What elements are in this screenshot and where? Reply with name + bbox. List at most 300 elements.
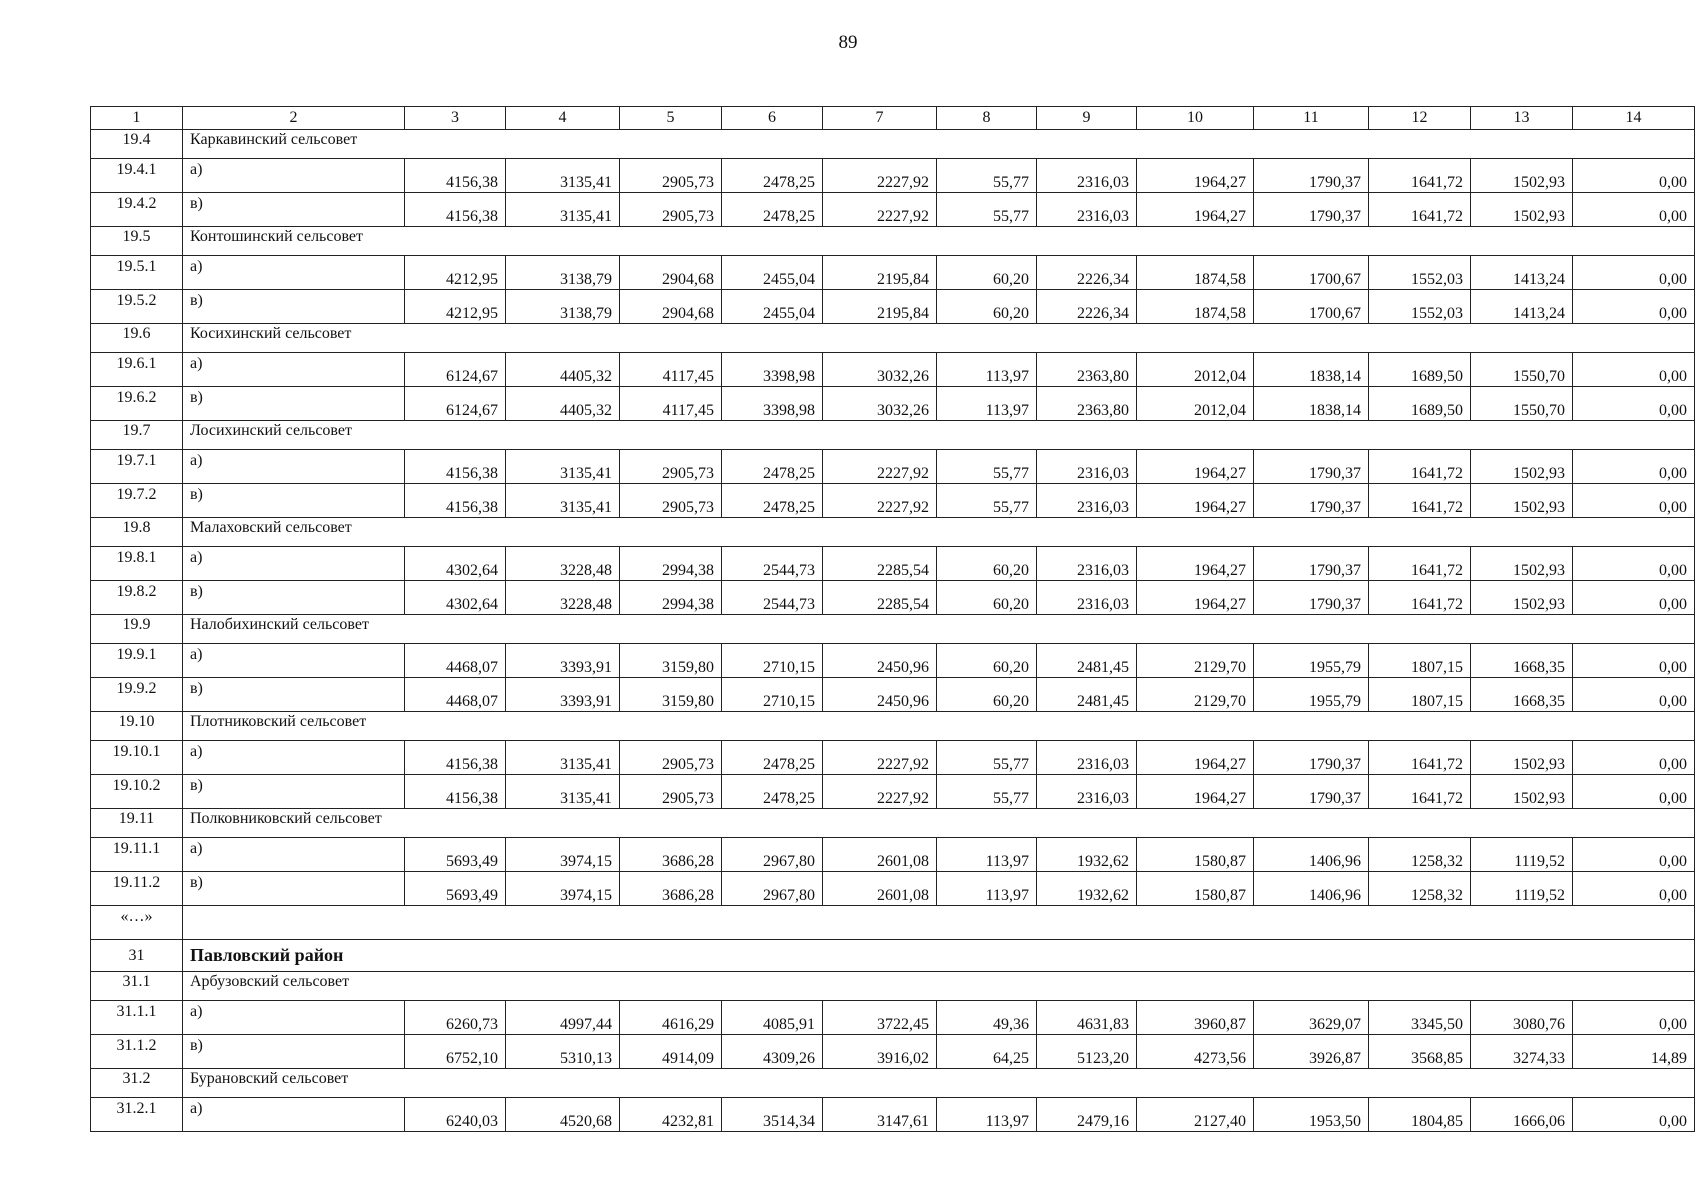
column-number: 2 [183,107,405,130]
value-cell: 2285,54 [823,547,937,581]
value-cell: 2455,04 [722,290,823,324]
value-cell: 1502,93 [1471,741,1573,775]
value-cell: 1552,03 [1369,256,1471,290]
district-title: Павловский район [183,940,1695,972]
row-code: 19.5.2 [91,290,183,324]
value-cell: 4405,32 [506,353,620,387]
district-code: 31 [91,940,183,972]
value-cell: 2478,25 [722,159,823,193]
value-cell: 1413,24 [1471,256,1573,290]
value-cell: 1502,93 [1471,484,1573,518]
value-cell: 3514,34 [722,1098,823,1132]
row-code: 19.8.1 [91,547,183,581]
value-cell: 0,00 [1573,290,1695,324]
group-code: 31.1 [91,972,183,1001]
row-code: 19.7.2 [91,484,183,518]
value-cell: 3398,98 [722,353,823,387]
value-cell: 0,00 [1573,678,1695,712]
value-cell: 2967,80 [722,872,823,906]
value-cell: 0,00 [1573,775,1695,809]
table-row [91,1035,1695,1069]
group-row [91,227,1695,256]
value-cell: 1552,03 [1369,290,1471,324]
value-cell: 4616,29 [620,1001,722,1035]
row-code: 19.10.1 [91,741,183,775]
group-code: 19.10 [91,712,183,741]
value-cell: 2127,40 [1137,1098,1254,1132]
group-row [91,615,1695,644]
group-row [91,421,1695,450]
district-row [91,940,1695,972]
value-cell: 2316,03 [1037,159,1137,193]
value-cell: 0,00 [1573,581,1695,615]
value-cell: 2012,04 [1137,353,1254,387]
value-cell: 3228,48 [506,581,620,615]
value-cell: 1502,93 [1471,775,1573,809]
group-title: Плотниковский сельсовет [183,712,1695,741]
value-cell: 0,00 [1573,353,1695,387]
value-cell: 1790,37 [1254,484,1369,518]
value-cell: 1700,67 [1254,256,1369,290]
row-label: в) [183,290,405,324]
group-row [91,1069,1695,1098]
value-cell: 1807,15 [1369,678,1471,712]
value-cell: 2227,92 [823,741,937,775]
value-cell: 4520,68 [506,1098,620,1132]
row-label: а) [183,741,405,775]
value-cell: 0,00 [1573,741,1695,775]
group-title: Каркавинский сельсовет [183,130,1695,159]
value-cell: 2316,03 [1037,450,1137,484]
value-cell: 60,20 [937,547,1037,581]
value-cell: 3916,02 [823,1035,937,1069]
table-row [91,741,1695,775]
value-cell: 2450,96 [823,678,937,712]
value-cell: 2479,16 [1037,1098,1137,1132]
value-cell: 2316,03 [1037,775,1137,809]
tariff-table [90,106,1695,1132]
group-title: Налобихинский сельсовет [183,615,1695,644]
group-row [91,130,1695,159]
value-cell: 1119,52 [1471,838,1573,872]
column-number: 7 [823,107,937,130]
value-cell: 3138,79 [506,256,620,290]
value-cell: 3974,15 [506,838,620,872]
value-cell: 4156,38 [405,775,506,809]
value-cell: 3138,79 [506,290,620,324]
value-cell: 2129,70 [1137,644,1254,678]
column-number: 1 [91,107,183,130]
table-row [91,484,1695,518]
row-code: 19.6.1 [91,353,183,387]
group-code: 19.4 [91,130,183,159]
value-cell: 1406,96 [1254,838,1369,872]
value-cell: 2226,34 [1037,290,1137,324]
value-cell: 2481,45 [1037,644,1137,678]
value-cell: 4156,38 [405,193,506,227]
value-cell: 2227,92 [823,193,937,227]
value-cell: 1641,72 [1369,775,1471,809]
group-code: 31.2 [91,1069,183,1098]
value-cell: 1964,27 [1137,159,1254,193]
value-cell: 2363,80 [1037,353,1137,387]
row-label: в) [183,678,405,712]
table-row [91,1001,1695,1035]
value-cell: 4997,44 [506,1001,620,1035]
column-number: 9 [1037,107,1137,130]
value-cell: 0,00 [1573,872,1695,906]
value-cell: 1641,72 [1369,193,1471,227]
value-cell: 3568,85 [1369,1035,1471,1069]
value-cell: 1964,27 [1137,450,1254,484]
value-cell: 113,97 [937,872,1037,906]
table-row [91,775,1695,809]
row-code: 19.7.1 [91,450,183,484]
value-cell: 1641,72 [1369,741,1471,775]
value-cell: 3147,61 [823,1098,937,1132]
value-cell: 3159,80 [620,644,722,678]
value-cell: 55,77 [937,775,1037,809]
value-cell: 2601,08 [823,872,937,906]
value-cell: 113,97 [937,353,1037,387]
value-cell: 2478,25 [722,193,823,227]
value-cell: 0,00 [1573,450,1695,484]
value-cell: 2994,38 [620,581,722,615]
value-cell: 3135,41 [506,775,620,809]
group-row [91,324,1695,353]
row-code: 19.11.1 [91,838,183,872]
value-cell: 3686,28 [620,838,722,872]
table-row [91,678,1695,712]
omission-row [91,906,1695,940]
row-code: 19.11.2 [91,872,183,906]
value-cell: 1790,37 [1254,450,1369,484]
empty-cell [183,906,1695,940]
row-label: а) [183,353,405,387]
value-cell: 6752,10 [405,1035,506,1069]
table-row [91,290,1695,324]
value-cell: 3080,76 [1471,1001,1573,1035]
value-cell: 1790,37 [1254,741,1369,775]
value-cell: 1838,14 [1254,353,1369,387]
value-cell: 6260,73 [405,1001,506,1035]
row-label: в) [183,387,405,421]
value-cell: 1502,93 [1471,581,1573,615]
value-cell: 0,00 [1573,159,1695,193]
value-cell: 4302,64 [405,547,506,581]
value-cell: 2227,92 [823,450,937,484]
group-title: Контошинский сельсовет [183,227,1695,256]
row-label: в) [183,775,405,809]
row-label: в) [183,1035,405,1069]
value-cell: 0,00 [1573,1001,1695,1035]
value-cell: 3960,87 [1137,1001,1254,1035]
value-cell: 1964,27 [1137,193,1254,227]
column-number: 10 [1137,107,1254,130]
value-cell: 60,20 [937,644,1037,678]
value-cell: 4302,64 [405,581,506,615]
value-cell: 4156,38 [405,159,506,193]
row-label: а) [183,838,405,872]
row-label: а) [183,1001,405,1035]
value-cell: 0,00 [1573,838,1695,872]
group-title: Полковниковский сельсовет [183,809,1695,838]
value-cell: 1689,50 [1369,387,1471,421]
value-cell: 2226,34 [1037,256,1137,290]
row-code: 19.4.2 [91,193,183,227]
value-cell: 2455,04 [722,256,823,290]
value-cell: 2710,15 [722,644,823,678]
column-number: 5 [620,107,722,130]
row-code: 19.6.2 [91,387,183,421]
value-cell: 64,25 [937,1035,1037,1069]
value-cell: 3974,15 [506,872,620,906]
value-cell: 2316,03 [1037,193,1137,227]
value-cell: 4117,45 [620,387,722,421]
value-cell: 1807,15 [1369,644,1471,678]
group-code: 19.5 [91,227,183,256]
value-cell: 1932,62 [1037,838,1137,872]
value-cell: 4085,91 [722,1001,823,1035]
value-cell: 2478,25 [722,775,823,809]
value-cell: 5310,13 [506,1035,620,1069]
value-cell: 3159,80 [620,678,722,712]
row-code: 31.1.2 [91,1035,183,1069]
value-cell: 60,20 [937,581,1037,615]
value-cell: 4309,26 [722,1035,823,1069]
value-cell: 2967,80 [722,838,823,872]
value-cell: 1641,72 [1369,450,1471,484]
row-code: 19.8.2 [91,581,183,615]
value-cell: 1790,37 [1254,547,1369,581]
table-row [91,193,1695,227]
value-cell: 1668,35 [1471,644,1573,678]
group-code: 19.6 [91,324,183,353]
value-cell: 113,97 [937,838,1037,872]
value-cell: 2363,80 [1037,387,1137,421]
row-label: в) [183,484,405,518]
value-cell: 2905,73 [620,193,722,227]
value-cell: 4156,38 [405,741,506,775]
value-cell: 2544,73 [722,547,823,581]
value-cell: 2195,84 [823,256,937,290]
value-cell: 3135,41 [506,741,620,775]
row-code: 31.1.1 [91,1001,183,1035]
value-cell: 55,77 [937,450,1037,484]
group-code: 19.11 [91,809,183,838]
table-row [91,838,1695,872]
value-cell: 3629,07 [1254,1001,1369,1035]
row-code: 19.10.2 [91,775,183,809]
value-cell: 3274,33 [1471,1035,1573,1069]
value-cell: 6240,03 [405,1098,506,1132]
value-cell: 2481,45 [1037,678,1137,712]
value-cell: 2316,03 [1037,741,1137,775]
value-cell: 3722,45 [823,1001,937,1035]
value-cell: 1580,87 [1137,872,1254,906]
value-cell: 1550,70 [1471,353,1573,387]
group-title: Бурановский сельсовет [183,1069,1695,1098]
group-row [91,518,1695,547]
table-row [91,387,1695,421]
value-cell: 0,00 [1573,1098,1695,1132]
value-cell: 4468,07 [405,678,506,712]
value-cell: 0,00 [1573,484,1695,518]
value-cell: 2316,03 [1037,581,1137,615]
value-cell: 113,97 [937,1098,1037,1132]
group-title: Малаховский сельсовет [183,518,1695,547]
value-cell: 60,20 [937,290,1037,324]
value-cell: 4212,95 [405,256,506,290]
value-cell: 1550,70 [1471,387,1573,421]
value-cell: 4468,07 [405,644,506,678]
value-cell: 3032,26 [823,353,937,387]
value-cell: 0,00 [1573,547,1695,581]
value-cell: 5693,49 [405,838,506,872]
table-row [91,581,1695,615]
value-cell: 3345,50 [1369,1001,1471,1035]
value-cell: 1502,93 [1471,450,1573,484]
group-code: 19.9 [91,615,183,644]
group-row [91,712,1695,741]
value-cell: 1790,37 [1254,775,1369,809]
omission-marker: «…» [91,906,183,940]
value-cell: 4212,95 [405,290,506,324]
value-cell: 4273,56 [1137,1035,1254,1069]
value-cell: 2195,84 [823,290,937,324]
value-cell: 2316,03 [1037,484,1137,518]
value-cell: 2227,92 [823,775,937,809]
table-row [91,353,1695,387]
value-cell: 2905,73 [620,484,722,518]
value-cell: 2316,03 [1037,547,1137,581]
table-row [91,159,1695,193]
table-row [91,547,1695,581]
value-cell: 1406,96 [1254,872,1369,906]
value-cell: 3135,41 [506,450,620,484]
value-cell: 1258,32 [1369,838,1471,872]
column-number-row [91,107,1695,130]
column-number: 6 [722,107,823,130]
value-cell: 1964,27 [1137,547,1254,581]
value-cell: 2905,73 [620,450,722,484]
value-cell: 2905,73 [620,775,722,809]
value-cell: 1964,27 [1137,484,1254,518]
column-number: 13 [1471,107,1573,130]
value-cell: 1790,37 [1254,193,1369,227]
value-cell: 0,00 [1573,644,1695,678]
value-cell: 2601,08 [823,838,937,872]
value-cell: 2478,25 [722,450,823,484]
row-label: а) [183,159,405,193]
value-cell: 1689,50 [1369,353,1471,387]
row-code: 19.4.1 [91,159,183,193]
value-cell: 1964,27 [1137,775,1254,809]
value-cell: 3135,41 [506,484,620,518]
value-cell: 3393,91 [506,678,620,712]
value-cell: 1502,93 [1471,159,1573,193]
value-cell: 0,00 [1573,387,1695,421]
value-cell: 1874,58 [1137,256,1254,290]
row-label: а) [183,547,405,581]
row-code: 19.9.1 [91,644,183,678]
value-cell: 3926,87 [1254,1035,1369,1069]
value-cell: 2904,68 [620,290,722,324]
column-number: 14 [1573,107,1695,130]
column-number: 8 [937,107,1037,130]
value-cell: 1953,50 [1254,1098,1369,1132]
value-cell: 5693,49 [405,872,506,906]
table-row [91,644,1695,678]
column-number: 11 [1254,107,1369,130]
value-cell: 2905,73 [620,741,722,775]
value-cell: 4405,32 [506,387,620,421]
value-cell: 2478,25 [722,484,823,518]
row-code: 19.9.2 [91,678,183,712]
value-cell: 49,36 [937,1001,1037,1035]
value-cell: 3398,98 [722,387,823,421]
row-label: а) [183,450,405,484]
value-cell: 1641,72 [1369,581,1471,615]
value-cell: 3032,26 [823,387,937,421]
page-number: 89 [838,32,858,53]
table-row [91,256,1695,290]
table-body [91,130,1695,1132]
row-label: в) [183,872,405,906]
row-code: 31.2.1 [91,1098,183,1132]
value-cell: 3135,41 [506,159,620,193]
value-cell: 1874,58 [1137,290,1254,324]
value-cell: 4631,83 [1037,1001,1137,1035]
value-cell: 1641,72 [1369,159,1471,193]
value-cell: 2450,96 [823,644,937,678]
value-cell: 2285,54 [823,581,937,615]
value-cell: 1258,32 [1369,872,1471,906]
row-label: а) [183,1098,405,1132]
value-cell: 4117,45 [620,353,722,387]
row-label: в) [183,193,405,227]
value-cell: 1804,85 [1369,1098,1471,1132]
column-number: 3 [405,107,506,130]
value-cell: 1641,72 [1369,547,1471,581]
value-cell: 3228,48 [506,547,620,581]
value-cell: 1668,35 [1471,678,1573,712]
value-cell: 1955,79 [1254,644,1369,678]
value-cell: 5123,20 [1037,1035,1137,1069]
table-row [91,1098,1695,1132]
value-cell: 2904,68 [620,256,722,290]
value-cell: 55,77 [937,484,1037,518]
value-cell: 6124,67 [405,353,506,387]
value-cell: 4156,38 [405,450,506,484]
value-cell: 2012,04 [1137,387,1254,421]
value-cell: 6124,67 [405,387,506,421]
table-row [91,450,1695,484]
group-title: Лосихинский сельсовет [183,421,1695,450]
value-cell: 1955,79 [1254,678,1369,712]
group-code: 19.8 [91,518,183,547]
value-cell: 55,77 [937,193,1037,227]
value-cell: 1790,37 [1254,581,1369,615]
group-title: Косихинский сельсовет [183,324,1695,353]
value-cell: 60,20 [937,678,1037,712]
value-cell: 2710,15 [722,678,823,712]
value-cell: 55,77 [937,741,1037,775]
value-cell: 2129,70 [1137,678,1254,712]
group-row [91,809,1695,838]
value-cell: 1932,62 [1037,872,1137,906]
value-cell: 60,20 [937,256,1037,290]
